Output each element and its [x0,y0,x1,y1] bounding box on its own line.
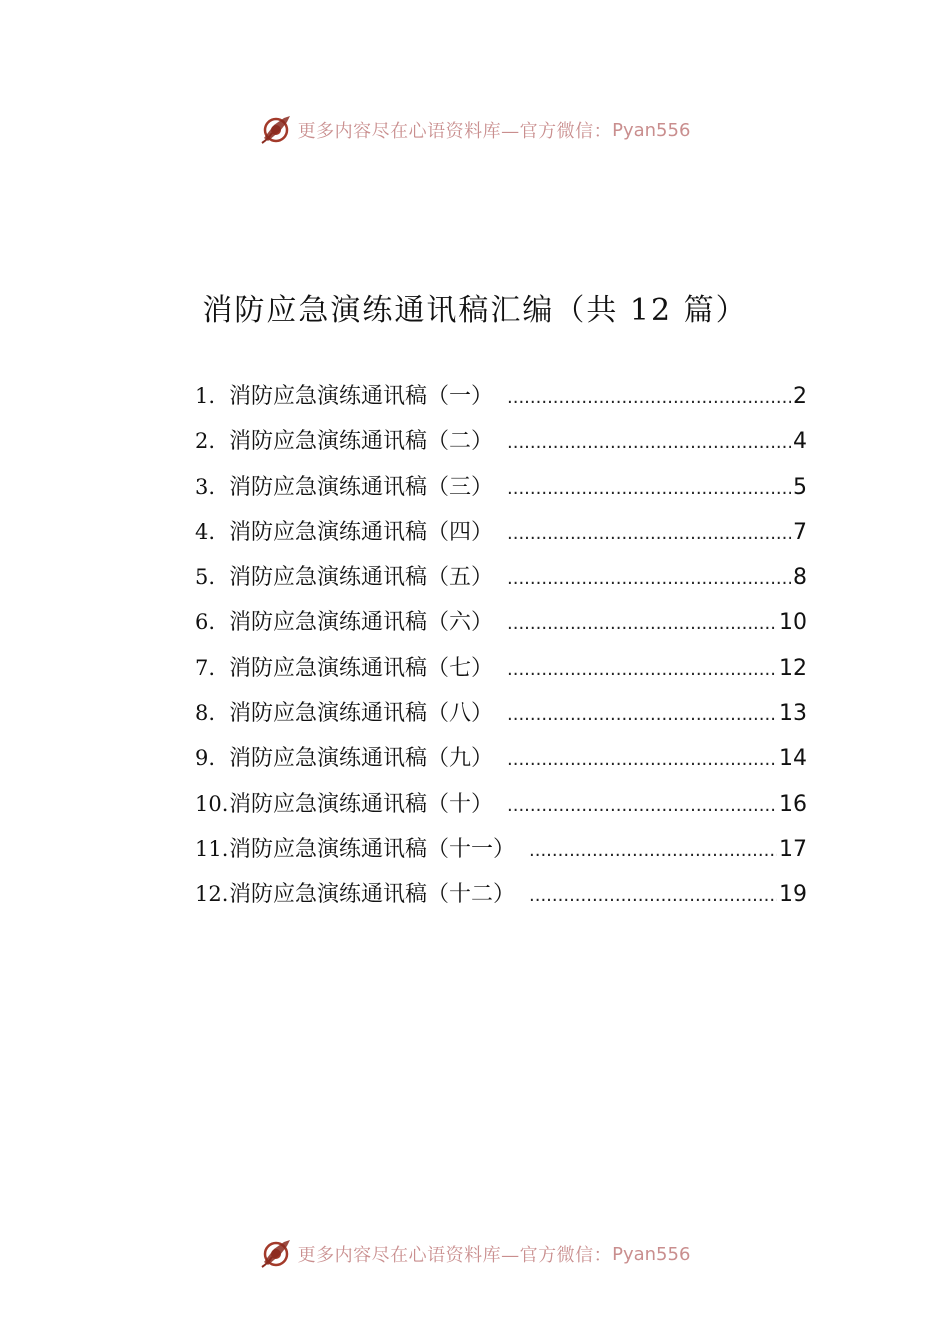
toc-entry-title: 消防应急演练通讯稿（三） [229,474,494,500]
toc-entry-number: 8. [195,701,216,726]
toc-entry[interactable] [195,832,807,877]
toc-entry-page: 14 [779,746,807,772]
toc-entry-page: 4 [793,429,807,455]
toc-dot-leader [507,659,777,680]
toc-entry-page: 10 [779,610,807,636]
toc-dot-leader [507,749,777,770]
toc-entry-title: 消防应急演练通讯稿（一） [229,384,494,409]
banner-wechat-id: Pyan556 [612,119,691,141]
toc-entry-page: 16 [779,791,807,817]
toc-entry-title: 消防应急演练通讯稿（十） [229,791,494,817]
toc-entry-number: 6. [195,610,216,635]
toc-entry-title: 消防应急演练通讯稿（四） [229,519,494,545]
toc-entry-title: 消防应急演练通讯稿（五） [229,565,494,591]
toc-entry-number: 3. [195,474,216,499]
pen-logo-icon [260,1237,294,1271]
toc-entry-number: 2. [195,429,216,454]
toc-entry[interactable] [195,877,807,922]
toc-entry[interactable] [195,424,807,469]
toc-entry[interactable] [195,560,807,605]
toc-entry-page: 19 [779,882,807,908]
toc-entry[interactable] [195,605,807,650]
pen-logo-icon [260,113,294,147]
toc-entry-number: 1. [195,384,216,408]
footer-banner [0,1234,950,1274]
toc-entry-number: 9. [195,746,216,771]
toc-entry-title: 消防应急演练通讯稿（二） [229,429,494,455]
toc-entry[interactable] [195,741,807,786]
banner-text: 更多内容尽在心语资料库—官方微信： [297,121,613,142]
toc-entry[interactable] [195,651,807,696]
toc-entry-title: 消防应急演练通讯稿（八） [229,701,494,727]
toc-entry-number: 11. [195,836,229,861]
toc-entry[interactable] [195,515,807,560]
toc-entry[interactable] [195,787,807,832]
toc-dot-leader [507,478,791,499]
toc-dot-leader [507,568,791,589]
toc-entry-number: 10. [195,791,229,816]
toc-entry-page: 17 [779,836,807,862]
toc-dot-leader [507,523,791,544]
toc-dot-leader [507,704,777,725]
toc-entry-title: 消防应急演练通讯稿（九） [229,746,494,772]
toc-dot-leader [529,885,777,906]
document-title: 消防应急演练通讯稿汇编（共 12 篇） [202,293,748,328]
toc-dot-leader [507,613,777,634]
toc-entry-page: 12 [779,655,807,681]
toc-entry[interactable] [195,379,807,424]
toc-entry-number: 4. [195,519,216,544]
toc-entry[interactable] [195,470,807,515]
toc-entry-page: 7 [793,519,807,545]
toc-dot-leader [507,432,791,453]
toc-entry-number: 5. [195,565,216,590]
toc-dot-leader [507,387,791,408]
toc-entry-page: 2 [793,384,807,409]
toc-entry[interactable] [195,696,807,741]
toc-dot-leader [529,840,777,861]
toc-entry-title: 消防应急演练通讯稿（十一） [229,836,516,862]
table-of-contents [195,379,807,923]
toc-dot-leader [507,795,777,816]
header-banner [0,110,950,150]
toc-entry-page: 5 [793,474,807,500]
toc-entry-title: 消防应急演练通讯稿（六） [229,610,494,636]
banner-text: 更多内容尽在心语资料库—官方微信： [297,1245,613,1266]
toc-entry-page: 13 [779,701,807,727]
toc-entry-title: 消防应急演练通讯稿（十二） [229,882,516,908]
banner-wechat-id: Pyan556 [612,1243,691,1265]
toc-entry-page: 8 [793,565,807,591]
toc-entry-number: 12. [195,882,229,907]
toc-entry-number: 7. [195,655,216,680]
toc-entry-title: 消防应急演练通讯稿（七） [229,655,494,681]
